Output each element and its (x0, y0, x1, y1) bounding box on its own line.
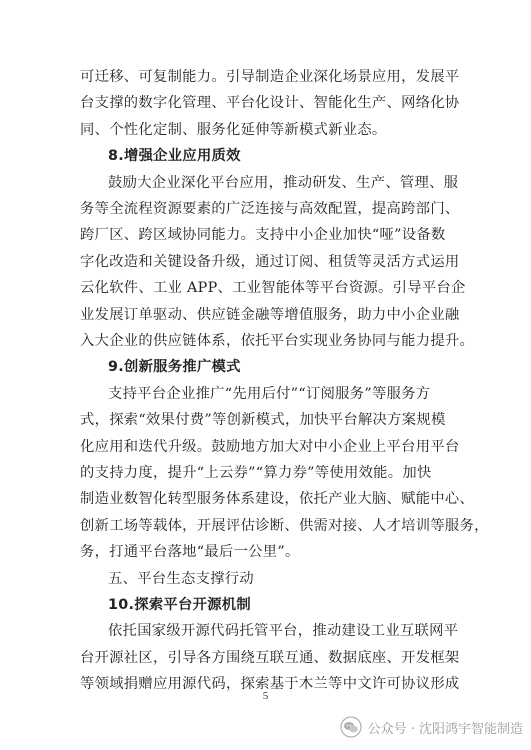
wechat-icon (340, 716, 362, 738)
section-heading: 10.探索平台开源机制 (108, 597, 252, 613)
text-line: 鼓励大企业深化平台应用，推动研发、生产、管理、服 (108, 174, 459, 191)
text-line: 台支撑的数字化管理、平台化设计、智能化生产、网络化协 (80, 95, 460, 112)
section-heading: 8.增强企业应用质效 (108, 148, 241, 165)
chapter-heading: 五、平台生态支撑行动 (108, 570, 254, 587)
text-line: 制造业数智化转型服务体系建设，依托产业大脑、赋能中心、 (80, 491, 475, 508)
text-line: 支持平台企业推广“先用后付”“订阅服务”等服务方 (108, 385, 431, 402)
text-line: 同、个性化定制、服务化延伸等新模式新业态。 (80, 121, 387, 138)
text-line: 台开源社区，引导各方围绕互联互通、数据底座、开发框架 (80, 649, 460, 666)
text-line: 云化软件、工业 APP、工业智能体等平台资源。引导平台企 (80, 280, 466, 297)
text-line: 化应用和迭代升级。鼓励地方加大对中小企业上平台用平台 (80, 438, 460, 455)
text-line: 创新工场等载体，开展评估诊断、供需对接、人才培训等服务， (80, 517, 489, 534)
text-line: 式，探索“效果付费”等创新模式，加快平台解决方案规模 (80, 412, 446, 429)
text-line: 字化改造和关键设备升级，通过订阅、租赁等灵活方式运用 (80, 253, 460, 270)
text-line: 依托国家级开源代码托管平台，推动建设工业互联网平 (108, 623, 459, 640)
text-line: 业发展订单驱动、供应链金融等增值服务，助力中小企业融 (80, 306, 460, 323)
text-line: 等领域捐赠应用源代码，探索基于木兰等中文许可协议形成 (80, 676, 460, 693)
section-heading: 9.创新服务推广模式 (108, 359, 241, 376)
text-line: 跨厂区、跨区域协同能力。支持中小企业加快“哑”设备数 (80, 227, 446, 244)
text-line: 可迁移、可复制能力。引导制造企业深化场景应用，发展平 (80, 69, 460, 85)
page-number: 5 (262, 690, 269, 702)
text-line: 务，打通平台落地“最后一公里”。 (80, 544, 300, 561)
text-line: 的支持力度，提升“上云券”“算力券”等使用效能。加快 (80, 465, 432, 481)
text-line: 入大企业的供应链体系，依托平台实现业务协同与能力提升。 (80, 333, 475, 349)
text-line: 务等全流程资源要素的广泛连接与高效配置，提高跨部门、 (80, 201, 460, 217)
watermark (340, 714, 523, 740)
watermark-text: 公众号 · 沈阳鸿宇智能制造 (367, 721, 523, 737)
